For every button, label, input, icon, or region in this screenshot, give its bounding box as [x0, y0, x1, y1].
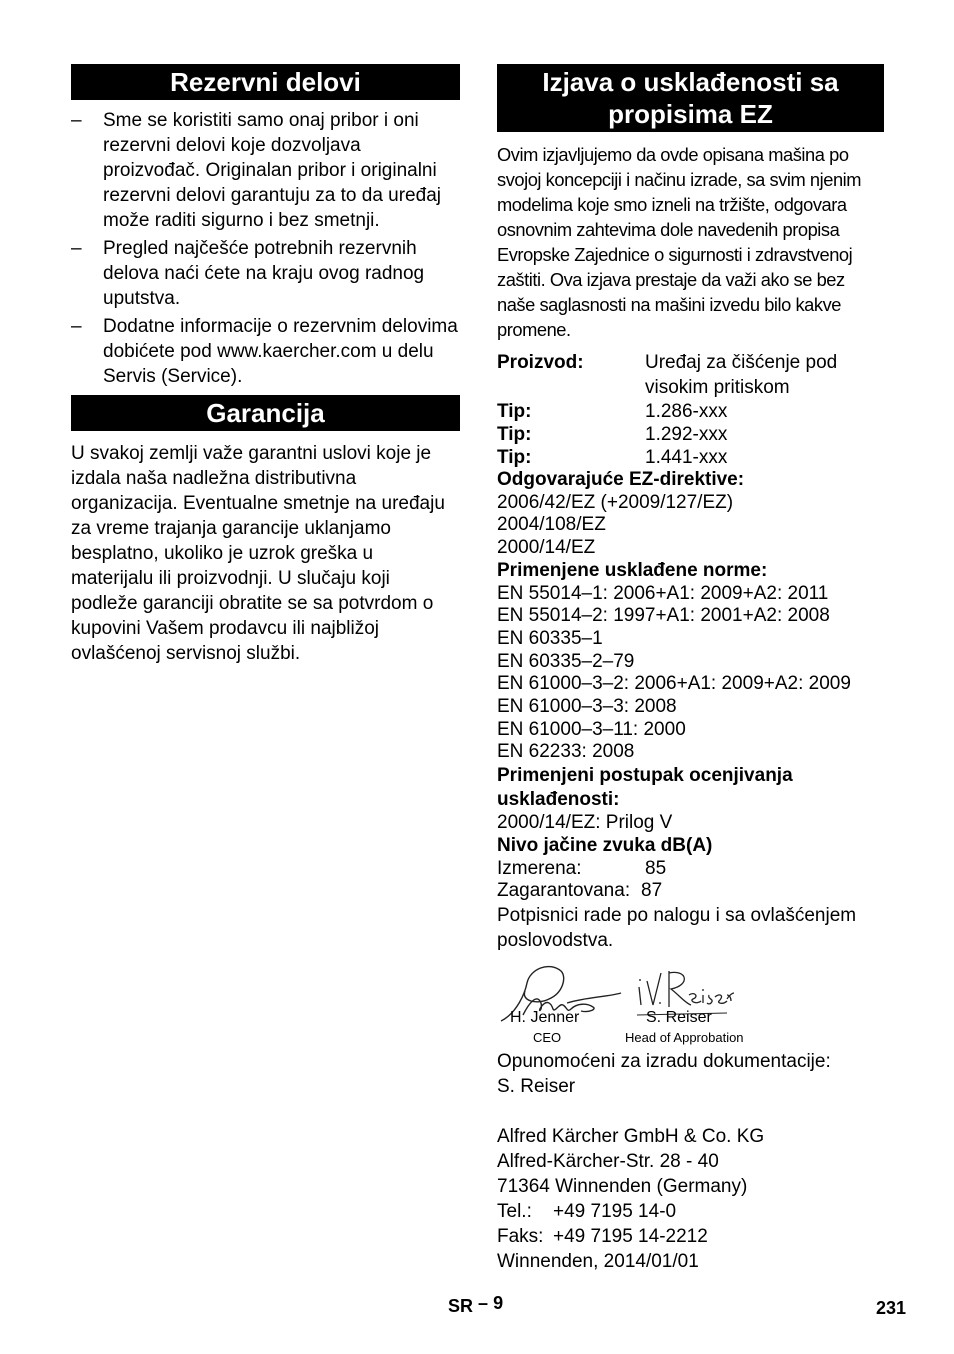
- list-item: [71, 236, 460, 311]
- type-row: [497, 423, 884, 446]
- type-row: [497, 400, 884, 423]
- signature-block: [497, 963, 884, 1063]
- product-row: [497, 350, 884, 400]
- dash-bullet: –: [71, 316, 82, 337]
- documentation-line1: Opunomoćeni za izradu dokumentacije:: [497, 1050, 831, 1072]
- right-column: [497, 64, 884, 1274]
- list-item-text: Dodatne informacije o rezervnim delovima dobićete pod www.kaercher.com u delu Servis (Service).: [103, 316, 458, 387]
- product-label: Proizvod:: [497, 352, 584, 373]
- footer-separator: –: [478, 1293, 489, 1313]
- directive-item: 2006/42/EZ (+2009/127/EZ): [497, 491, 734, 513]
- product-value-line1: Uređaj za čišćenje pod: [645, 352, 838, 373]
- fax-label: Faks:: [497, 1225, 544, 1247]
- list-item-text: Pregled najčešće potrebnih rezervnih delova naći ćete na kraju ovog radnog uputstva.: [103, 238, 425, 309]
- company-fax: [497, 1224, 884, 1249]
- directive-item: 2000/14/EZ: [497, 537, 596, 559]
- sound-guaranteed-label: Zagarantovana:: [497, 880, 631, 902]
- type-label: Tip:: [497, 447, 532, 468]
- sound-guaranteed-value: 87: [641, 880, 663, 902]
- company-city: 71364 Winnenden (Germany): [497, 1175, 748, 1197]
- directives-label: Odgovarajuće EZ-direktive:: [497, 469, 745, 490]
- sound-measured-value: 85: [645, 857, 667, 879]
- fax-value: +49 7195 14-2212: [553, 1225, 708, 1247]
- list-item: [71, 314, 460, 389]
- signer2-title: Head of Approbation: [625, 1029, 744, 1045]
- product-block: [497, 350, 884, 469]
- sound-measured-row: [497, 858, 884, 881]
- product-value-line2: visokim pritiskom: [645, 377, 790, 398]
- type-value: 1.286-xxx: [645, 401, 728, 422]
- warranty-text: U svakoj zemlji važe garantni uslovi koje je izdala naša nadležna distributivna organizacija. Eventualne smetnje na uređaju za vreme trajanja garancije uklanjamo besplatno, ukoliko je uzrok greška u materijalu ili proizvodnji. U slučaju koji podleže garanciji obratite se sa potvrdom o kupovini Vašem prodavcu ili najbližoj ovlašćenoj servisnoj službi.: [71, 443, 445, 664]
- spare-parts-list: [71, 108, 460, 389]
- norm-item: EN 60335–2–79: [497, 650, 635, 672]
- page-number: 231: [876, 1298, 907, 1318]
- norm-item: EN 62233: 2008: [497, 741, 635, 763]
- type-value: 1.441-xxx: [645, 447, 728, 468]
- place-date: Winnenden, 2014/01/01: [497, 1250, 699, 1272]
- list-item: [71, 108, 460, 233]
- company-street: Alfred-Kärcher-Str. 28 - 40: [497, 1150, 719, 1172]
- assessment-label-line2: usklađenosti:: [497, 789, 620, 811]
- tel-value: +49 7195 14-0: [553, 1200, 677, 1222]
- type-label: Tip:: [497, 401, 532, 422]
- company-tel: [497, 1199, 884, 1224]
- norms-label: Primenjene usklađene norme:: [497, 559, 768, 581]
- assessment-label-line1: Primenjeni postupak ocenjivanja: [497, 765, 793, 787]
- sound-guaranteed-row: [497, 880, 884, 903]
- dash-bullet: –: [71, 238, 82, 259]
- documentation-line2: S. Reiser: [497, 1075, 576, 1097]
- signatories-text: Potpisnici rade po nalogu i sa ovlašćenjem poslovodstva.: [497, 904, 857, 951]
- left-column: [71, 64, 460, 666]
- directive-item: 2004/108/EZ: [497, 514, 606, 536]
- address-block: [497, 1124, 884, 1274]
- type-value: 1.292-xxx: [645, 424, 728, 445]
- declaration-heading-line1: Izjava o usklađenosti sa: [542, 67, 839, 97]
- assessment-value: 2000/14/EZ: Prilog V: [497, 812, 673, 834]
- norm-item: EN 60335–1: [497, 627, 603, 649]
- norm-item: EN 61000–3–3: 2008: [497, 696, 677, 718]
- norm-item: EN 55014–1: 2006+A1: 2009+A2: 2011: [497, 582, 829, 604]
- signer1-title: CEO: [533, 1029, 562, 1045]
- list-item-text: Sme se koristiti samo onaj pribor i oni rezervni delovi koje dozvoljava proizvođač. Originalan pribor i originalni rezervni delovi garantuju za to da uređaj može raditi sigurno i bez smetnji.: [103, 110, 441, 231]
- type-row: [497, 446, 884, 469]
- spare-parts-heading: Rezervni delovi: [71, 64, 460, 100]
- warranty-heading: Garancija: [71, 395, 460, 431]
- company-name: Alfred Kärcher GmbH & Co. KG: [497, 1125, 765, 1147]
- type-label: Tip:: [497, 424, 532, 445]
- declaration-heading: [497, 64, 884, 132]
- footer-lang-page: [448, 1293, 504, 1317]
- dash-bullet: –: [71, 110, 82, 131]
- declaration-heading-line2: propisima EZ: [608, 99, 773, 129]
- norm-item: EN 61000–3–2: 2006+A1: 2009+A2: 2009: [497, 673, 851, 695]
- declaration-intro: Ovim izjavljujemo da ovde opisana mašina po svojoj koncepciji i načinu izrade, sa svim njenim modelima koje smo izneli na tržište, odgovara osnovnim zahtevima dole navedenih propisa Evropske Zajednice o sigurnosti i zdravstvenoj zaštiti. Ova izjava prestaje da važi ako se bez naše saglasnosti na mašini izvedu bilo kakve promene.: [497, 144, 862, 340]
- product-value: [645, 350, 884, 400]
- signer1-name: H. Jenner: [510, 1008, 580, 1026]
- norm-item: EN 55014–2: 1997+A1: 2001+A2: 2008: [497, 605, 830, 627]
- sound-label: Nivo jačine zvuka dB(A): [497, 834, 713, 856]
- norm-item: EN 61000–3–11: 2000: [497, 718, 686, 740]
- tel-label: Tel.:: [497, 1200, 532, 1222]
- signer2-name: S. Reiser: [646, 1008, 712, 1026]
- sound-measured-label: Izmerena:: [497, 857, 582, 879]
- footer-lang: SR: [448, 1296, 474, 1316]
- footer-subpage: 9: [493, 1293, 504, 1313]
